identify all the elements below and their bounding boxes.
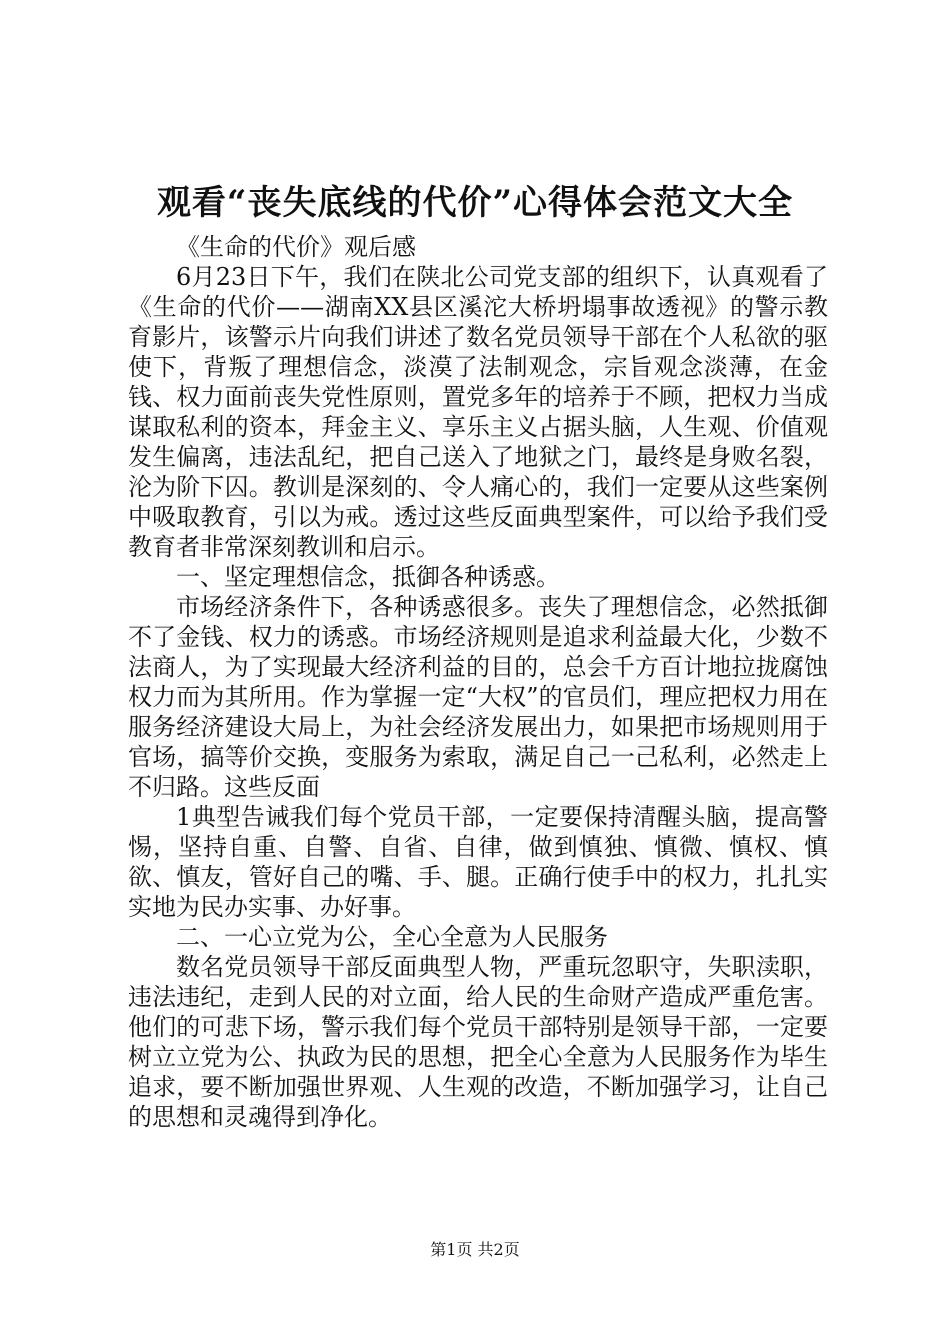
document-title: 观看“丧失底线的代价”心得体会范文大全 bbox=[156, 183, 794, 223]
body-paragraph: 市场经济条件下，各种诱惑很多。丧失了理想信念，必然抵御不了金钱、权力的诱惑。市场经济规则是追求利益最大化，少数不法商人，为了实现最大经济利益的目的，总会千方百计地拉拢腐蚀权力而为其所用。作为掌握一定“大权”的官员们，理应把权力用在服务经济建设大局上，为社会经济发展出力，如果把市场规则用于官场，搞等价交换，变服务为索取，满足自己一己私利，必然走上不归路。这些反面 bbox=[128, 593, 828, 801]
subtitle-paragraph: 《生命的代价》观后感 bbox=[176, 233, 416, 261]
body-paragraph: 1典型告诫我们每个党员干部，一定要保持清醒头脑，提高警惕，坚持自重、自警、自省、自律，做到慎独、慎微、慎权、慎欲、慎友，管好自己的嘴、手、腿。正确行使手中的权力，扎扎实实地为民办实事、办好事。 bbox=[128, 803, 828, 921]
body-paragraph: 数名党员领导干部反面典型人物，严重玩忽职守，失职渎职，违法违纪，走到人民的对立面，给人民的生命财产造成严重危害。他们的可悲下场，警示我们每个党员干部特别是领导干部，一定要树立立党为公、执政为民的思想，把全心全意为人民服务作为毕生追求，要不断加强世界观、人生观的改造，不断加强学习，让自己的思想和灵魂得到净化。 bbox=[128, 953, 828, 1131]
body-paragraph: 6月23日下午，我们在陕北公司党支部的组织下，认真观看了《生命的代价——湖南XX县区溪沱大桥坍塌事故透视》的警示教育影片，该警示片向我们讲述了数名党员领导干部在个人私欲的驱使下，背叛了理想信念，淡漠了法制观念，宗旨观念淡薄，在金钱、权力面前丧失党性原则，置党多年的培养于不顾，把权力当成谋取私利的资本，拜金主义、享乐主义占据头脑，人生观、价值观发生偏离，违法乱纪，把自己送入了地狱之门，最终是身败名裂，沦为阶下囚。教训是深刻的、令人痛心的，我们一定要从这些案例中吸取教育，引以为戒。透过这些反面典型案件，可以给予我们受教育者非常深刻教训和启示。 bbox=[128, 263, 828, 561]
section-heading: 一、坚定理想信念，抵御各种诱惑。 bbox=[176, 563, 560, 591]
document-body bbox=[128, 232, 828, 1132]
page-number-footer: 第1页 共2页 bbox=[430, 1240, 520, 1259]
section-heading: 二、一心立党为公，全心全意为人民服务 bbox=[176, 923, 608, 951]
